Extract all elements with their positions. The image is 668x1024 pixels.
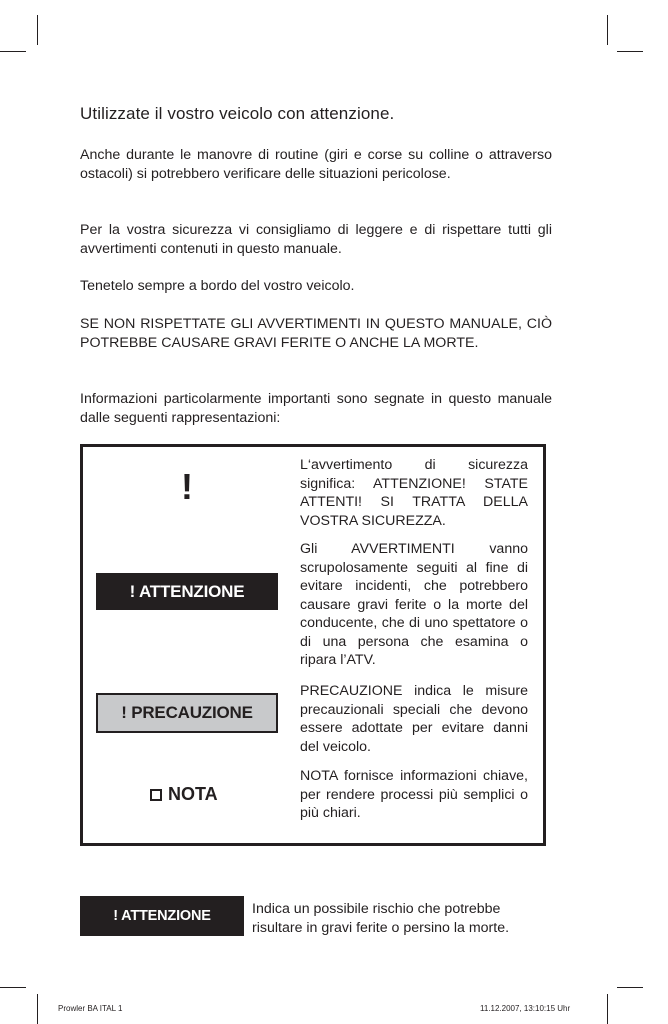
precauzione-label: ! PRECAUZIONE: [96, 693, 278, 733]
crop-mark: [607, 994, 608, 1024]
crop-mark: [617, 987, 643, 988]
symbol-description: L‘avvertimento di sicurezza significa: ATTENZIONE! STATE ATTENTI! SI TRATTA DELLA VOSTRA SICUREZZA.: [300, 457, 528, 529]
crop-mark: [617, 51, 643, 52]
page-heading: Utilizzate il vostro veicolo con attenzione.: [80, 104, 395, 123]
safety-alert-symbol: !: [181, 466, 193, 507]
attenzione-label: ! ATTENZIONE: [96, 573, 278, 610]
checkbox-square-icon: [150, 789, 162, 801]
representations-paragraph: Informazioni particolarmente importanti sono segnate in questo manuale dalle seguenti rappresentazioni:: [80, 391, 552, 426]
crop-mark: [0, 51, 26, 52]
footer-timestamp: 11.12.2007, 13:10:15 Uhr: [480, 1004, 571, 1013]
warning-caps-paragraph: SE NON RISPETTATE GLI AVVERTIMENTI IN QUESTO MANUALE, CIÒ POTREBBE CAUSARE GRAVI FERITE O ANCHE LA MORTE.: [80, 316, 552, 351]
nota-description: NOTA fornisce informazioni chiave, per rendere processi più semplici o più chiari.: [300, 768, 528, 821]
safety-paragraph: Per la vostra sicurezza vi consigliamo di leggere e di rispettare tutti gli avvertimenti contenuti in questo manuale.: [80, 222, 552, 257]
nota-label: [150, 784, 218, 805]
crop-mark: [0, 987, 26, 988]
keep-manual-paragraph: Tenetelo sempre a bordo del vostro veicolo.: [80, 278, 355, 294]
crop-mark: [607, 15, 608, 45]
nota-label-text: NOTA: [168, 784, 218, 804]
attenzione-description: Gli AVVERTIMENTI vanno scrupolosamente seguiti al fine di evitare incidenti, che potrebbero causare gravi ferite o la morte del conducente, che di uno spettatore o di una persona che esamina o ripara l’ATV.: [300, 541, 528, 668]
footer-file-label: Prowler BA ITAL 1: [58, 1004, 123, 1013]
precauzione-description: PRECAUZIONE indica le misure precauzionali speciali che devono essere adottate per evitare danni del veicolo.: [300, 683, 528, 755]
bottom-attenzione-description: Indica un possibile rischio che potrebbe risultare in gravi ferite o persino la morte.: [252, 901, 510, 936]
bottom-attenzione-label: ! ATTENZIONE: [80, 896, 244, 936]
crop-mark: [37, 994, 38, 1024]
intro-paragraph: Anche durante le manovre di routine (giri e corse su colline o attraverso ostacoli) si potrebbero verificare delle situazioni pericolose.: [80, 147, 552, 182]
crop-mark: [37, 15, 38, 45]
